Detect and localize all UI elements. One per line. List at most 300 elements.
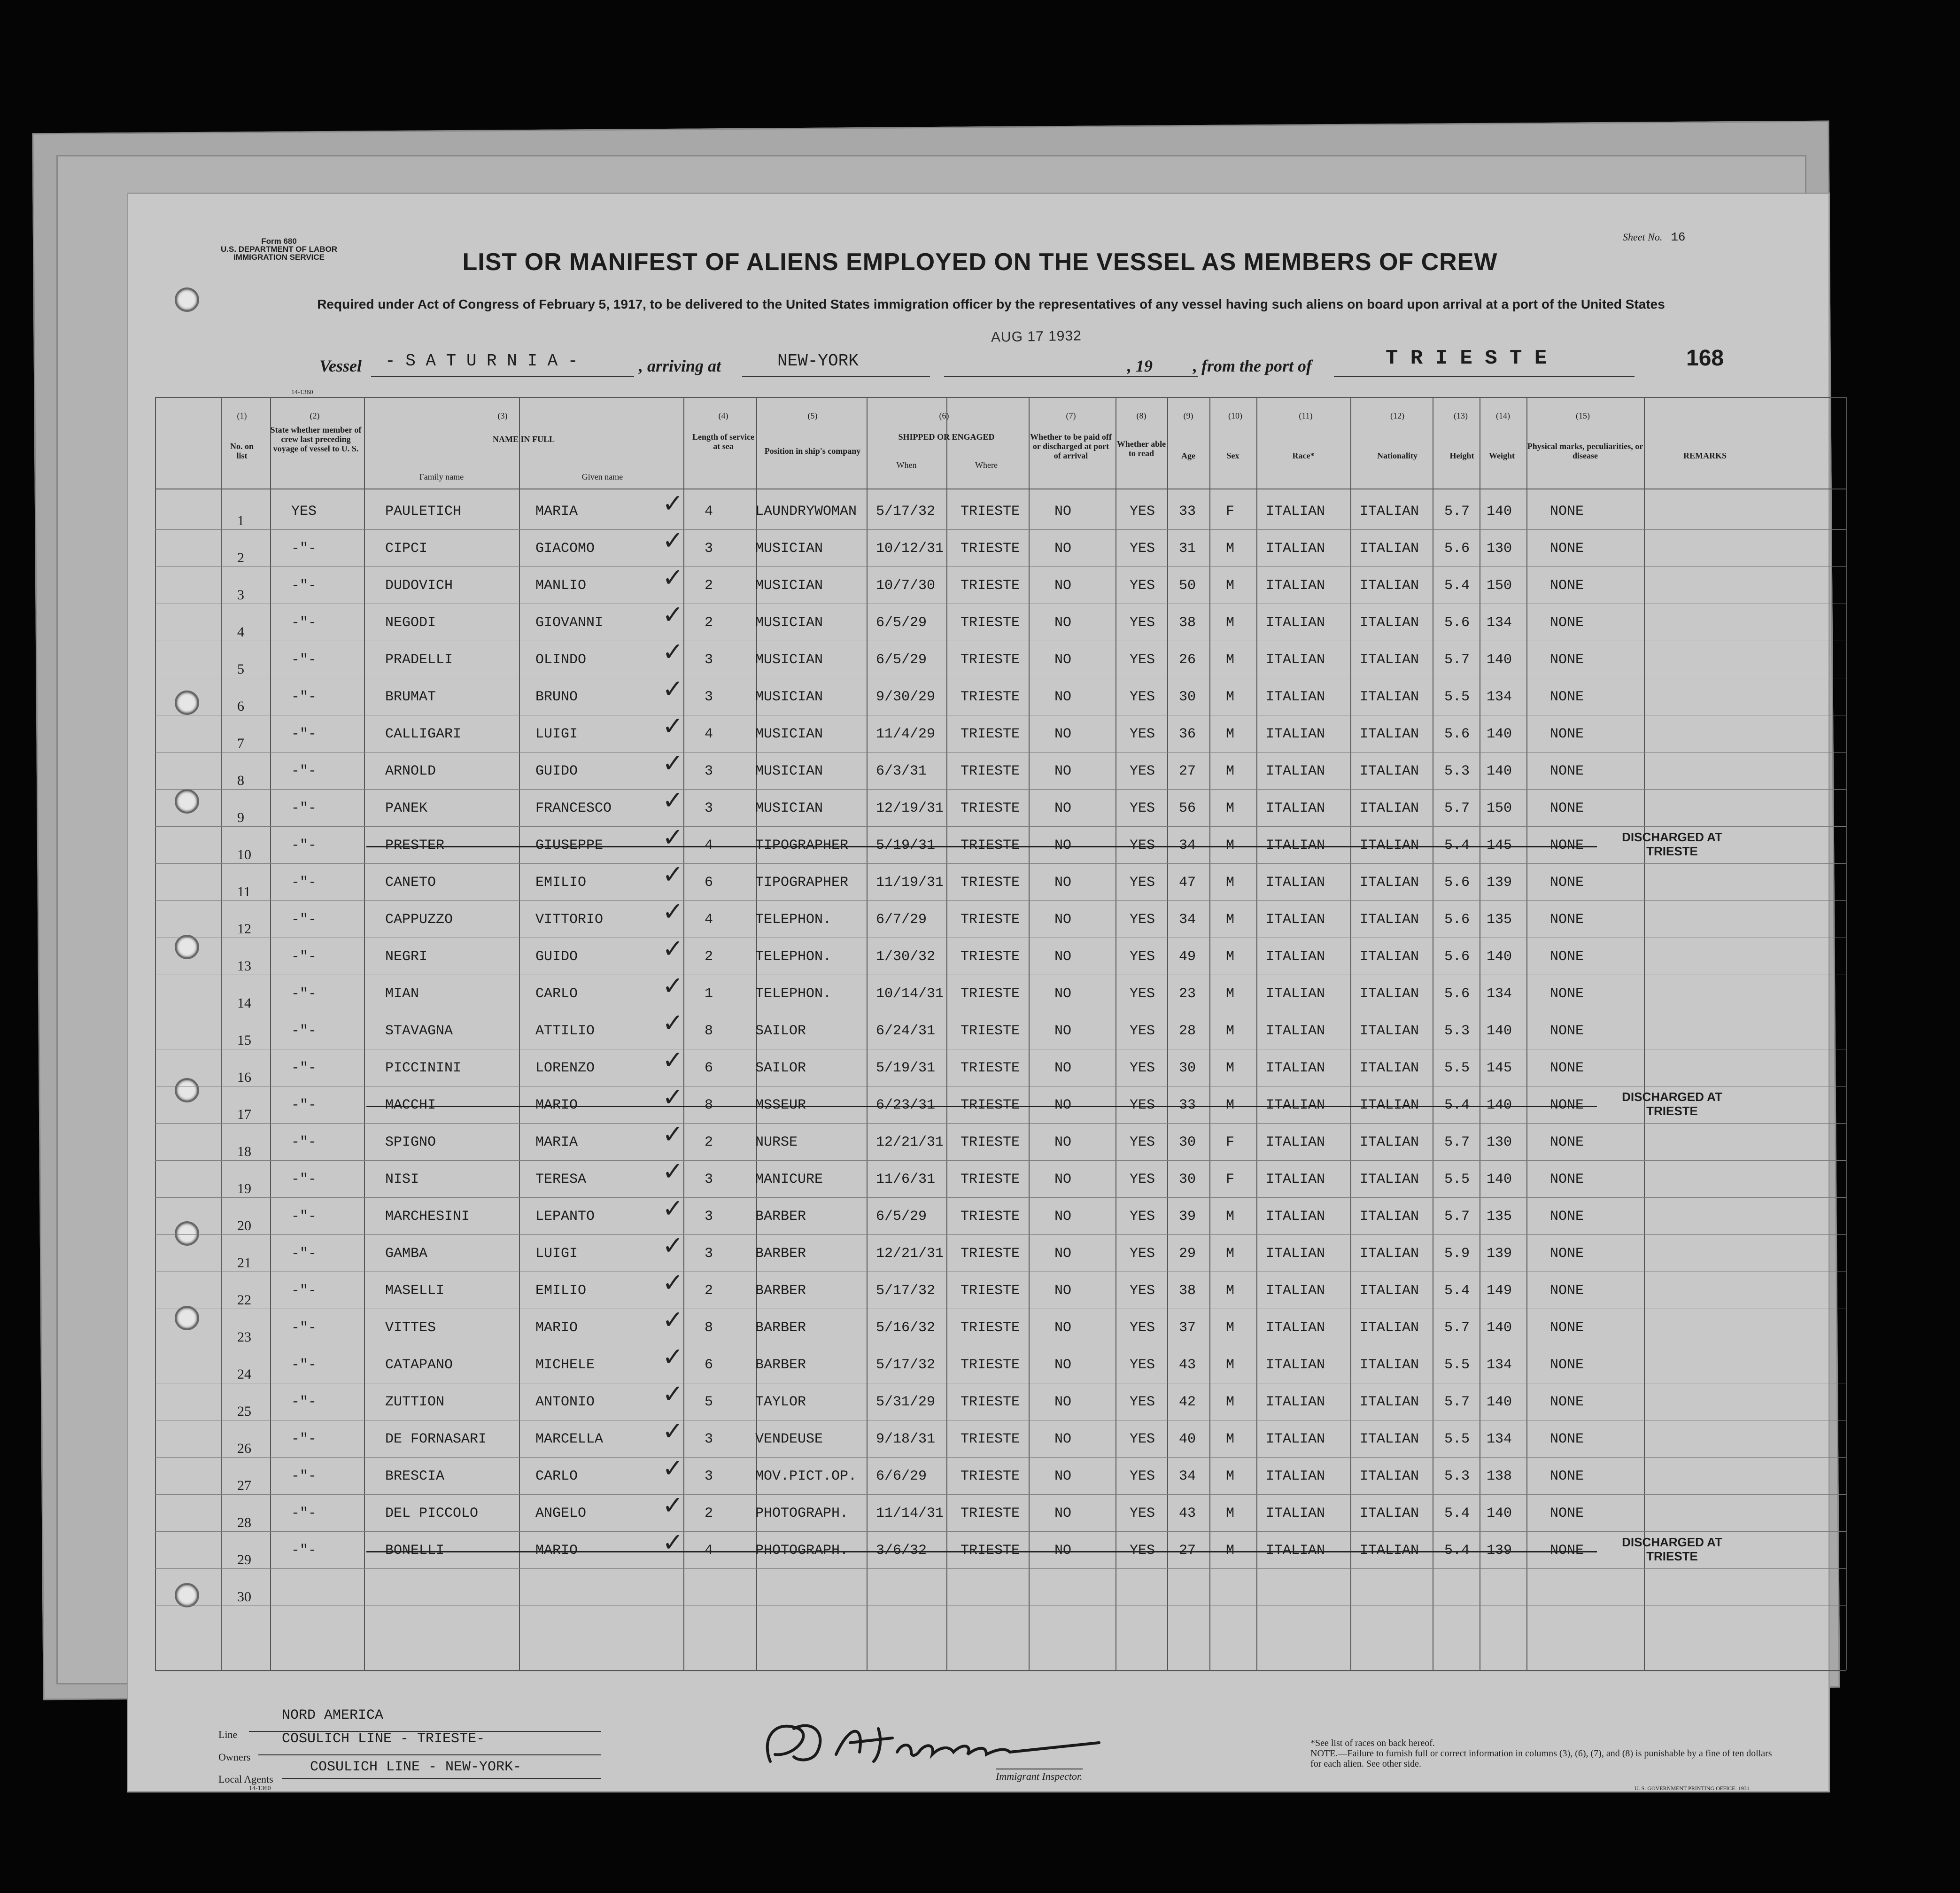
race-cell: ITALIAN [1266, 1431, 1325, 1447]
checkmark-icon: ✓ [662, 1305, 684, 1334]
nationality-cell: ITALIAN [1360, 1097, 1419, 1113]
age-cell: 47 [1179, 875, 1196, 891]
race-cell: ITALIAN [1266, 875, 1325, 891]
column-number: (15) [1576, 411, 1590, 420]
column-header-position: Position in ship's company [764, 446, 861, 456]
age-cell: 34 [1179, 912, 1196, 928]
race-cell: ITALIAN [1266, 1543, 1325, 1559]
position-cell: MANICURE [755, 1171, 823, 1187]
row-number-cell: 25 [237, 1404, 251, 1419]
able-to-read-cell: YES [1130, 1394, 1155, 1410]
service-length-cell: 5 [705, 1394, 713, 1410]
engaged-place-cell: TRIESTE [961, 504, 1020, 520]
column-header-name: NAME IN FULL [492, 434, 555, 444]
nationality-cell: ITALIAN [1360, 1431, 1419, 1447]
family-name-cell: CANETO [385, 875, 436, 891]
engaged-place-cell: TRIESTE [961, 1357, 1020, 1373]
paid-off-cell: NO [1054, 1060, 1072, 1076]
height-cell: 5.4 [1444, 1283, 1470, 1299]
engaged-date-cell: 11/6/31 [876, 1171, 936, 1187]
race-cell: ITALIAN [1266, 1468, 1325, 1484]
race-cell: ITALIAN [1266, 1060, 1325, 1076]
service-length-cell: 3 [705, 1468, 713, 1484]
engaged-date-cell: 10/12/31 [876, 541, 944, 557]
family-name-cell: DUDOVICH [385, 578, 453, 594]
able-to-read-cell: YES [1130, 652, 1155, 668]
sex-cell: M [1226, 1023, 1235, 1039]
crew-status-cell: -"- [291, 726, 317, 742]
document-subtitle: Required under Act of Congress of February 5, 1917, to be delivered to the United States immigration officer by the representatives of any vessel having such aliens on board upon arrival at a port of the United States [317, 297, 1665, 311]
table-row [0, 1379, 1960, 1420]
row-number-cell: 20 [237, 1218, 251, 1234]
race-cell: ITALIAN [1266, 1171, 1325, 1187]
given-name-cell: LUIGI [535, 726, 578, 742]
family-name-cell: VITTES [385, 1320, 436, 1336]
nationality-cell: ITALIAN [1360, 986, 1419, 1002]
paid-off-cell: NO [1054, 541, 1072, 557]
able-to-read-cell: YES [1130, 1246, 1155, 1262]
sex-cell: M [1226, 1357, 1235, 1373]
able-to-read-cell: YES [1130, 1209, 1155, 1225]
column-header-sex: Sex [1226, 451, 1240, 460]
physical-marks-cell: NONE [1550, 1023, 1584, 1039]
remarks-cell: DISCHARGED AT TRIESTE [1622, 830, 1722, 858]
sex-cell: M [1226, 1394, 1235, 1410]
engaged-date-cell: 5/19/31 [876, 1060, 936, 1076]
form-number: Form 680 [261, 237, 297, 246]
given-name-cell: GUIDO [535, 949, 578, 965]
crew-status-cell: -"- [291, 1283, 317, 1299]
column-header-remarks: REMARKS [1683, 451, 1727, 460]
nationality-cell: ITALIAN [1360, 1357, 1419, 1373]
engaged-date-cell: 6/5/29 [876, 1209, 927, 1225]
physical-marks-cell: NONE [1550, 726, 1584, 742]
age-cell: 30 [1179, 1060, 1196, 1076]
column-header-where: Where [975, 460, 998, 470]
physical-marks-cell: NONE [1550, 763, 1584, 779]
family-name-cell: SPIGNO [385, 1134, 436, 1150]
paid-off-cell: NO [1054, 1468, 1072, 1484]
column-number: (10) [1228, 411, 1242, 420]
physical-marks-cell: NONE [1550, 1060, 1584, 1076]
given-name-cell: MANLIO [535, 578, 587, 594]
local-agents-label: Local Agents [218, 1773, 273, 1785]
checkmark-icon: ✓ [662, 785, 684, 815]
checkmark-icon: ✓ [662, 1379, 684, 1409]
age-cell: 27 [1179, 1543, 1196, 1559]
physical-marks-cell: NONE [1550, 800, 1584, 816]
position-cell: BARBER [755, 1357, 806, 1373]
service-length-cell: 2 [705, 615, 713, 631]
nationality-cell: ITALIAN [1360, 1543, 1419, 1559]
column-number: (5) [807, 411, 818, 420]
height-cell: 5.6 [1444, 541, 1470, 557]
engaged-date-cell: 5/16/32 [876, 1320, 936, 1336]
column-header-paid: Whether to be paid off or discharged at port of arrival [1030, 432, 1112, 460]
checkmark-icon: ✓ [662, 563, 684, 592]
table-row [0, 1569, 1960, 1606]
physical-marks-cell: NONE [1550, 1283, 1584, 1299]
row-number-cell: 17 [237, 1107, 251, 1122]
crew-status-cell: -"- [291, 1357, 317, 1373]
given-name-cell: ANGELO [535, 1505, 587, 1521]
nationality-cell: ITALIAN [1360, 912, 1419, 928]
engaged-date-cell: 3/6/32 [876, 1543, 927, 1559]
crew-status-cell: -"- [291, 615, 317, 631]
nationality-cell: ITALIAN [1360, 615, 1419, 631]
nationality-cell: ITALIAN [1360, 1134, 1419, 1150]
paid-off-cell: NO [1054, 1505, 1072, 1521]
weight-cell: 140 [1487, 652, 1512, 668]
engaged-date-cell: 11/19/31 [876, 875, 944, 891]
paid-off-cell: NO [1054, 763, 1072, 779]
crew-status-cell: -"- [291, 838, 317, 853]
height-cell: 5.7 [1444, 800, 1470, 816]
sex-cell: M [1226, 1505, 1235, 1521]
service-length-cell: 4 [705, 1543, 713, 1559]
able-to-read-cell: YES [1130, 986, 1155, 1002]
checkmark-icon: ✓ [662, 600, 684, 629]
able-to-read-cell: YES [1130, 763, 1155, 779]
physical-marks-cell: NONE [1550, 615, 1584, 631]
age-cell: 33 [1179, 1097, 1196, 1113]
engaged-date-cell: 5/17/32 [876, 1357, 936, 1373]
paid-off-cell: NO [1054, 838, 1072, 853]
position-cell: MUSICIAN [755, 615, 823, 631]
column-header-physical: Physical marks, peculiarities, or disease [1527, 442, 1643, 460]
given-name-cell: CARLO [535, 1468, 578, 1484]
able-to-read-cell: YES [1130, 1283, 1155, 1299]
able-to-read-cell: YES [1130, 838, 1155, 853]
service-length-cell: 4 [705, 912, 713, 928]
crew-status-cell: -"- [291, 875, 317, 891]
table-row [0, 1268, 1960, 1309]
height-cell: 5.7 [1444, 1394, 1470, 1410]
underline [1334, 376, 1635, 377]
underline [371, 376, 634, 377]
engaged-place-cell: TRIESTE [961, 1394, 1020, 1410]
checkmark-icon: ✓ [662, 1342, 684, 1372]
family-name-cell: PANEK [385, 800, 428, 816]
position-cell: TELEPHON. [755, 986, 832, 1002]
position-cell: NURSE [755, 1134, 798, 1150]
row-number-cell: 23 [237, 1329, 251, 1345]
column-header-nationality: Nationality [1377, 451, 1418, 460]
nationality-cell: ITALIAN [1360, 1060, 1419, 1076]
engaged-place-cell: TRIESTE [961, 1060, 1020, 1076]
engaged-place-cell: TRIESTE [961, 1246, 1020, 1262]
able-to-read-cell: YES [1130, 578, 1155, 594]
position-cell: PHOTOGRAPH. [755, 1505, 849, 1521]
engaged-place-cell: TRIESTE [961, 986, 1020, 1002]
engaged-date-cell: 9/18/31 [876, 1431, 936, 1447]
engaged-place-cell: TRIESTE [961, 541, 1020, 557]
checkmark-icon: ✓ [662, 1119, 684, 1149]
nationality-cell: ITALIAN [1360, 1468, 1419, 1484]
family-name-cell: CATAPANO [385, 1357, 453, 1373]
table-row [0, 822, 1960, 864]
physical-marks-cell: NONE [1550, 949, 1584, 965]
weight-cell: 134 [1487, 615, 1512, 631]
table-row [0, 674, 1960, 715]
checkmark-icon: ✓ [662, 748, 684, 778]
table-row [0, 1008, 1960, 1049]
crew-status-cell: -"- [291, 1543, 317, 1559]
checkmark-icon: ✓ [662, 1082, 684, 1112]
crew-status-cell: -"- [291, 578, 317, 594]
crew-status-cell: -"- [291, 1097, 317, 1113]
weight-cell: 134 [1487, 689, 1512, 705]
height-cell: 5.6 [1444, 912, 1470, 928]
column-number: (12) [1390, 411, 1404, 420]
checkmark-icon: ✓ [662, 637, 684, 667]
table-row [0, 971, 1960, 1012]
family-name-cell: BRESCIA [385, 1468, 445, 1484]
crew-status-cell: -"- [291, 1171, 317, 1187]
underline [944, 376, 1198, 377]
paid-off-cell: NO [1054, 949, 1072, 965]
row-number-cell: 10 [237, 847, 251, 862]
weight-cell: 135 [1487, 912, 1512, 928]
engaged-place-cell: TRIESTE [961, 652, 1020, 668]
engaged-place-cell: TRIESTE [961, 1505, 1020, 1521]
family-name-cell: NEGODI [385, 615, 436, 631]
race-cell: ITALIAN [1266, 986, 1325, 1002]
engaged-place-cell: TRIESTE [961, 689, 1020, 705]
nationality-cell: ITALIAN [1360, 1394, 1419, 1410]
service-length-cell: 3 [705, 1431, 713, 1447]
table-row [0, 1453, 1960, 1495]
given-name-cell: ANTONIO [535, 1394, 595, 1410]
family-name-cell: ARNOLD [385, 763, 436, 779]
weight-cell: 139 [1487, 1246, 1512, 1262]
race-cell: ITALIAN [1266, 726, 1325, 742]
checkmark-icon: ✓ [662, 1156, 684, 1186]
height-cell: 5.6 [1444, 875, 1470, 891]
family-name-cell: PRESTER [385, 838, 445, 853]
table-row [0, 860, 1960, 901]
weight-cell: 140 [1487, 1394, 1512, 1410]
engaged-place-cell: TRIESTE [961, 1543, 1020, 1559]
row-number-cell: 1 [237, 513, 244, 528]
service-length-cell: 3 [705, 1209, 713, 1225]
row-number-cell: 22 [237, 1292, 251, 1308]
physical-marks-cell: NONE [1550, 875, 1584, 891]
sex-cell: F [1226, 1171, 1235, 1187]
service-length-cell: 3 [705, 1246, 713, 1262]
vessel-label: Vessel [319, 357, 362, 375]
engaged-date-cell: 9/30/29 [876, 689, 936, 705]
vessel-name: - S A T U R N I A - [385, 351, 578, 371]
row-number-cell: 19 [237, 1181, 251, 1196]
family-name-cell: BRUMAT [385, 689, 436, 705]
race-cell: ITALIAN [1266, 652, 1325, 668]
race-cell: ITALIAN [1266, 1246, 1325, 1262]
crew-status-cell: -"- [291, 912, 317, 928]
height-cell: 5.5 [1444, 1060, 1470, 1076]
engaged-date-cell: 6/5/29 [876, 652, 927, 668]
service-length-cell: 3 [705, 1171, 713, 1187]
physical-marks-cell: NONE [1550, 1134, 1584, 1150]
paid-off-cell: NO [1054, 578, 1072, 594]
able-to-read-cell: YES [1130, 541, 1155, 557]
checkmark-icon: ✓ [662, 1194, 684, 1223]
checkmark-icon: ✓ [662, 897, 684, 926]
physical-marks-cell: NONE [1550, 1468, 1584, 1484]
column-header-read: Whether able to read [1116, 439, 1166, 458]
table-row [0, 1194, 1960, 1235]
row-number-cell: 13 [237, 958, 251, 974]
paid-off-cell: NO [1054, 1543, 1072, 1559]
height-cell: 5.4 [1444, 578, 1470, 594]
row-number-cell: 12 [237, 921, 251, 937]
weight-cell: 140 [1487, 763, 1512, 779]
given-name-cell: VITTORIO [535, 912, 604, 928]
service-length-cell: 3 [705, 652, 713, 668]
given-name-cell: GIOVANNI [535, 615, 604, 631]
row-number-cell: 29 [237, 1552, 251, 1567]
checkmark-icon: ✓ [662, 822, 684, 852]
able-to-read-cell: YES [1130, 912, 1155, 928]
printing-office: U. S. GOVERNMENT PRINTING OFFICE: 1931 [1635, 1785, 1750, 1792]
nationality-cell: ITALIAN [1360, 1283, 1419, 1299]
table-row [0, 1490, 1960, 1532]
sex-cell: M [1226, 800, 1235, 816]
engaged-place-cell: TRIESTE [961, 1209, 1020, 1225]
sex-cell: M [1226, 763, 1235, 779]
family-name-cell: ZUTTION [385, 1394, 445, 1410]
service-length-cell: 2 [705, 1505, 713, 1521]
crew-status-cell: YES [291, 504, 317, 520]
position-cell: TELEPHON. [755, 912, 832, 928]
column-header-age: Age [1181, 451, 1195, 460]
given-name-cell: LORENZO [535, 1060, 595, 1076]
paid-off-cell: NO [1054, 1134, 1072, 1150]
column-header-shipped: SHIPPED OR ENGAGED [898, 432, 995, 442]
height-cell: 5.6 [1444, 615, 1470, 631]
engaged-place-cell: TRIESTE [961, 726, 1020, 742]
given-name-cell: OLINDO [535, 652, 587, 668]
service-length-cell: 3 [705, 541, 713, 557]
position-cell: SAILOR [755, 1023, 806, 1039]
column-header-crew: State whether member of crew last preceding voyage of vessel to U. S. [270, 425, 362, 453]
crew-status-cell: -"- [291, 1134, 317, 1150]
paid-off-cell: NO [1054, 1209, 1072, 1225]
able-to-read-cell: YES [1130, 1357, 1155, 1373]
engaged-place-cell: TRIESTE [961, 912, 1020, 928]
sex-cell: M [1226, 1468, 1235, 1484]
column-number: (8) [1136, 411, 1147, 420]
table-row [0, 1416, 1960, 1458]
document-title: LIST OR MANIFEST OF ALIENS EMPLOYED ON THE VESSEL AS MEMBERS OF CREW [462, 248, 1498, 276]
engaged-place-cell: TRIESTE [961, 1134, 1020, 1150]
row-number-cell: 27 [237, 1478, 251, 1493]
table-row [0, 526, 1960, 567]
crew-status-cell: -"- [291, 541, 317, 557]
race-cell: ITALIAN [1266, 541, 1325, 557]
given-name-cell: LEPANTO [535, 1209, 595, 1225]
height-cell: 5.7 [1444, 1134, 1470, 1150]
table-row [0, 1528, 1960, 1569]
paid-off-cell: NO [1054, 1097, 1072, 1113]
row-number-cell: 30 [237, 1589, 251, 1605]
underline [742, 376, 930, 377]
engaged-place-cell: TRIESTE [961, 949, 1020, 965]
paid-off-cell: NO [1054, 1320, 1072, 1336]
crew-status-cell: -"- [291, 1468, 317, 1484]
physical-marks-cell: NONE [1550, 1320, 1584, 1336]
strikethrough-line [366, 1106, 1597, 1107]
weight-cell: 139 [1487, 1543, 1512, 1559]
given-name-cell: TERESA [535, 1171, 587, 1187]
race-cell: ITALIAN [1266, 689, 1325, 705]
checkmark-icon: ✓ [662, 860, 684, 889]
sex-cell: M [1226, 1283, 1235, 1299]
family-name-cell: CALLIGARI [385, 726, 462, 742]
sex-cell: F [1226, 1134, 1235, 1150]
sex-cell: M [1226, 689, 1235, 705]
physical-marks-cell: NONE [1550, 1171, 1584, 1187]
height-cell: 5.6 [1444, 949, 1470, 965]
nationality-cell: ITALIAN [1360, 504, 1419, 520]
position-cell: TIPOGRAPHER [755, 875, 849, 891]
service-length-cell: 6 [705, 1357, 713, 1373]
able-to-read-cell: YES [1130, 1134, 1155, 1150]
race-cell: ITALIAN [1266, 1023, 1325, 1039]
age-cell: 30 [1179, 689, 1196, 705]
service-length-cell: 2 [705, 1134, 713, 1150]
table-row [0, 1156, 1960, 1198]
weight-cell: 140 [1487, 1097, 1512, 1113]
service-length-cell: 2 [705, 1283, 713, 1299]
nationality-cell: ITALIAN [1360, 1505, 1419, 1521]
age-cell: 40 [1179, 1431, 1196, 1447]
table-row [0, 489, 1960, 530]
position-cell: MSSEUR [755, 1097, 806, 1113]
given-name-cell: GIUSEPPE [535, 838, 604, 853]
age-cell: 30 [1179, 1171, 1196, 1187]
row-number-cell: 16 [237, 1070, 251, 1085]
nationality-cell: ITALIAN [1360, 838, 1419, 853]
service-name: IMMIGRATION SERVICE [233, 253, 325, 262]
service-length-cell: 6 [705, 875, 713, 891]
table-row [0, 637, 1960, 678]
service-length-cell: 4 [705, 504, 713, 520]
line-label: Line [218, 1729, 238, 1740]
physical-marks-cell: NONE [1550, 1357, 1584, 1373]
age-cell: 27 [1179, 763, 1196, 779]
physical-marks-cell: NONE [1550, 838, 1584, 853]
service-length-cell: 3 [705, 689, 713, 705]
height-cell: 5.4 [1444, 1505, 1470, 1521]
crew-status-cell: -"- [291, 1320, 317, 1336]
sex-cell: M [1226, 615, 1235, 631]
paid-off-cell: NO [1054, 504, 1072, 520]
table-row [0, 600, 1960, 641]
given-name-cell: BRUNO [535, 689, 578, 705]
height-cell: 5.5 [1444, 1431, 1470, 1447]
column-number: (3) [497, 411, 508, 420]
crew-status-cell: -"- [291, 986, 317, 1002]
engaged-date-cell: 5/17/32 [876, 504, 936, 520]
paid-off-cell: NO [1054, 689, 1072, 705]
physical-marks-cell: NONE [1550, 541, 1584, 557]
checkmark-icon: ✓ [662, 1453, 684, 1483]
age-cell: 37 [1179, 1320, 1196, 1336]
height-cell: 5.9 [1444, 1246, 1470, 1262]
weight-cell: 145 [1487, 838, 1512, 853]
age-cell: 38 [1179, 1283, 1196, 1299]
